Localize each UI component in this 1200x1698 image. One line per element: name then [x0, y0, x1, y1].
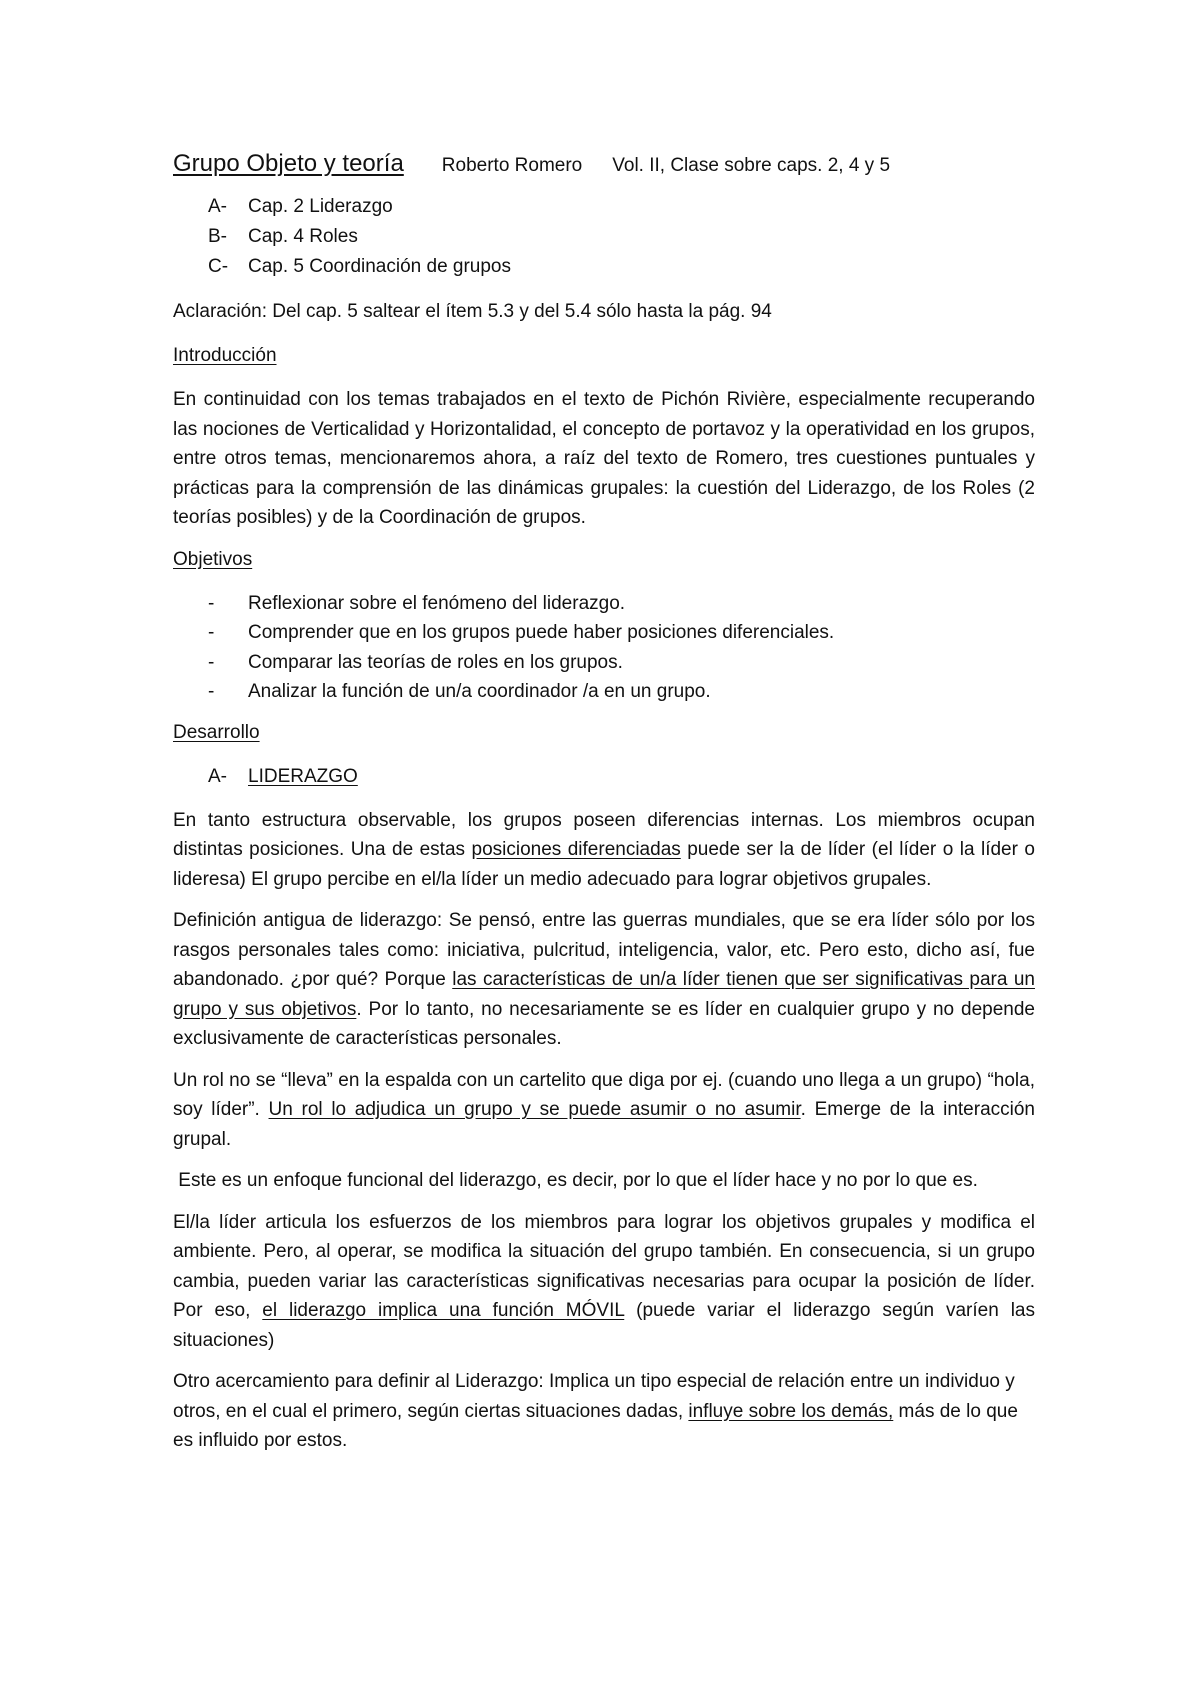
paragraph-text: Un rol no se “lleva” en la espalda con un cartelito que diga por ej. (cuando uno llega a un grupo) “hola, soy líder”. — [173, 1069, 1035, 1120]
document-volume: Vol. II, Clase sobre caps. 2, 4 y 5 — [612, 155, 891, 176]
underlined-text: posiciones diferenciadas — [471, 839, 681, 860]
list-item — [173, 618, 1035, 648]
list-item — [173, 589, 1035, 619]
list-item — [173, 192, 1035, 222]
underlined-text: influye sobre los demás, — [688, 1400, 894, 1422]
paragraph-text: En tanto estructura observable, los grupos poseen diferencias internas. Los miembros ocupan distintas posiciones. Una de estas — [173, 809, 1035, 860]
list-item — [173, 648, 1035, 678]
document-author: Roberto Romero — [441, 155, 583, 176]
chapter-list — [173, 192, 1035, 282]
list-marker: - — [208, 622, 215, 643]
body-paragraph — [173, 1066, 1035, 1155]
section-title: LIDERAZGO — [248, 765, 358, 787]
paragraph-text: El/la líder articula los esfuerzos de los miembros para lograr los objetivos grupales y modifica el ambiente. Pero, al operar, se modifica la situación del grupo también. En consecuencia, si un grupo cambia, pueden variar las características significativas necesarias para ocupar la posición de líder. Por eso, — [173, 1211, 1035, 1321]
list-marker: - — [208, 592, 215, 614]
list-marker: B- — [208, 226, 227, 247]
chapter-label: Cap. 2 Liderazgo — [248, 196, 393, 217]
underlined-text: Un rol lo adjudica un grupo y se puede asumir o no asumir — [268, 1099, 801, 1120]
paragraph-text: . Emerge de la interacción grupal. — [173, 1099, 1035, 1150]
document-title: Grupo Objeto y teoría — [173, 150, 404, 177]
paragraph-text: . Por lo tanto, no necesariamente se es líder en cualquier grupo y no depende exclusivamente de características personales. — [173, 998, 1035, 1049]
intro-paragraph: En continuidad con los temas trabajados en el texto de Pichón Rivière, especialmente recuperando las nociones de Verticalidad y Horizontalidad, el concepto de portavoz y la operatividad en los grupos, entre otros temas, mencionaremos ahora, a raíz del texto de Romero, tres cuestiones puntuales y prácticas para la comprensión de las dinámicas grupales: la cuestión del Liderazgo, de los Roles (2 teorías posibles) y de la Coordinación de grupos. — [173, 389, 1035, 528]
body-paragraph — [173, 1208, 1035, 1356]
list-item — [173, 677, 1035, 707]
objective-text: Analizar la función de un/a coordinador /a en un grupo. — [248, 681, 711, 702]
section-marker: A- — [208, 765, 227, 787]
paragraph-text: Otro acercamiento para definir al Liderazgo: Implica un tipo especial de relación entre un individuo y otros, en el cual el primero, según ciertas situaciones dadas, — [173, 1371, 1015, 1422]
objective-text: Comprender que en los grupos puede haber posiciones diferenciales. — [248, 622, 835, 643]
list-item — [173, 252, 1035, 282]
chapter-label: Cap. 5 Coordinación de grupos — [248, 256, 512, 277]
list-marker: C- — [208, 256, 229, 277]
underlined-text: las características de un/a líder tienen que ser significativas para un grupo y sus objetivos — [173, 969, 1035, 1020]
objective-text: Comparar las teorías de roles en los grupos. — [248, 651, 623, 673]
paragraph-text: Definición antigua de liderazgo: Se pensó, entre las guerras mundiales, que se era líder sólo por los rasgos personales tales como: iniciativa, pulcritud, inteligencia, valor, etc. Pero esto, dicho así, fue abandonado. ¿por qué? Porque — [173, 910, 1035, 990]
list-item — [173, 222, 1035, 252]
body-paragraph — [173, 1367, 1035, 1456]
clarification-note: Aclaración: Del cap. 5 saltear el ítem 5.3 y del 5.4 sólo hasta la pág. 94 — [173, 301, 772, 322]
list-marker: - — [208, 651, 215, 673]
underlined-text: el liderazgo implica una función MÓVIL — [262, 1300, 625, 1321]
list-marker: - — [208, 681, 215, 702]
chapter-label: Cap. 4 Roles — [248, 226, 358, 247]
body-paragraph — [173, 806, 1035, 895]
objectives-list — [173, 589, 1035, 707]
paragraph-text: más de lo que es influido por estos. — [173, 1400, 1018, 1451]
paragraph-text: puede ser la de líder (el líder o la líder o lideresa) El grupo percibe en el/la líder un medio adecuado para lograr objetivos grupales. — [173, 839, 1035, 890]
intro-heading: Introducción — [173, 345, 277, 366]
list-marker: A- — [208, 196, 227, 217]
body-paragraph: Este es un enfoque funcional del liderazgo, es decir, por lo que el líder hace y no por lo que es. — [173, 1170, 978, 1191]
paragraph-text: (puede variar el liderazgo según varíen las situaciones) — [173, 1300, 1035, 1351]
body-paragraph — [173, 906, 1035, 1054]
objectives-heading: Objetivos — [173, 548, 253, 570]
section-heading-liderazgo — [173, 762, 1035, 792]
document-content — [173, 150, 1035, 1468]
document-header — [173, 150, 1035, 178]
objective-text: Reflexionar sobre el fenómeno del liderazgo. — [248, 592, 626, 614]
development-heading: Desarrollo — [173, 721, 260, 743]
